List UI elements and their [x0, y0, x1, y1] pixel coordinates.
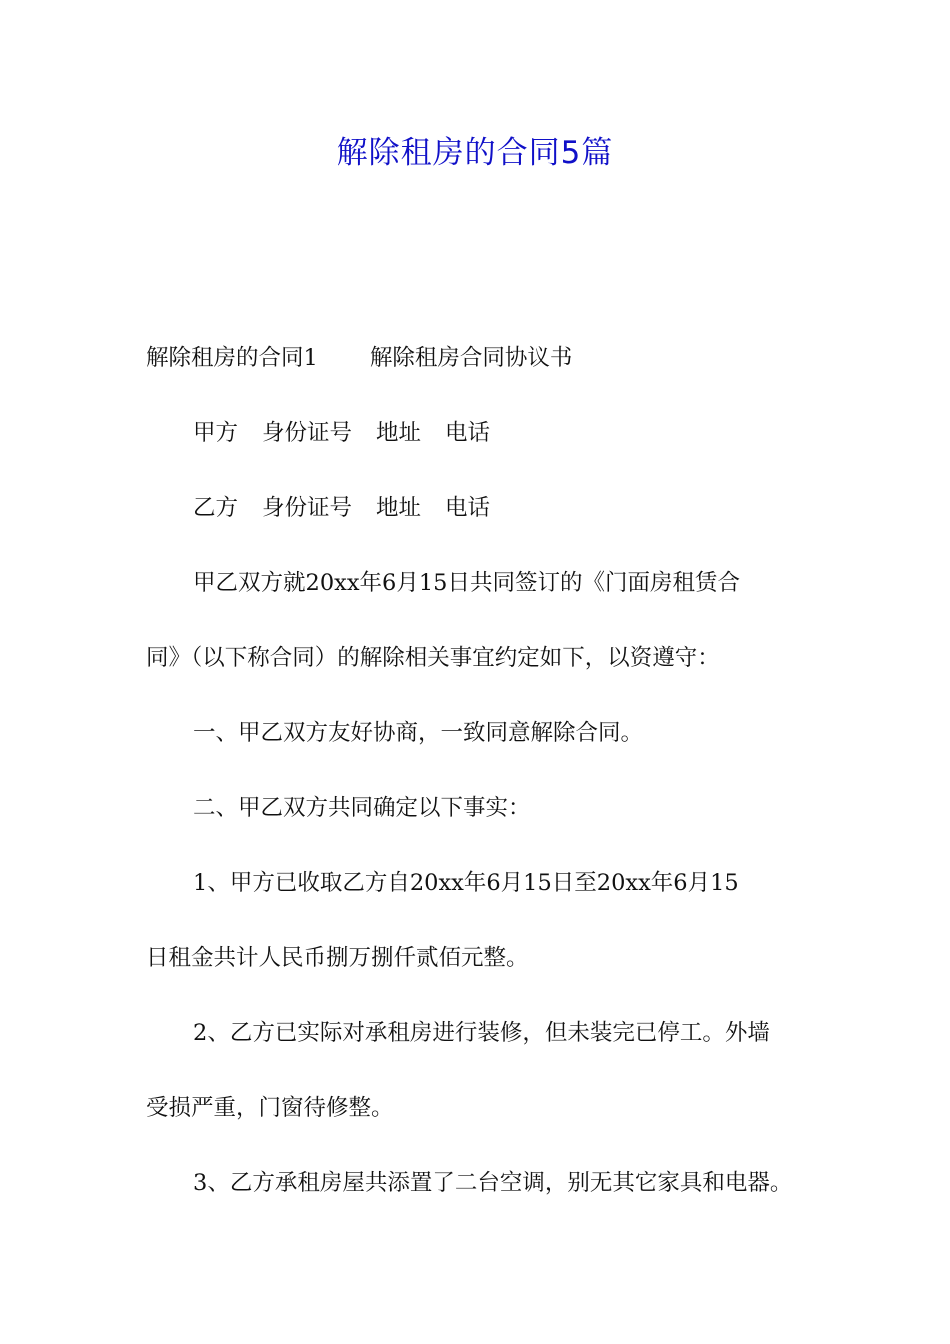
party-b-line — [193, 491, 490, 525]
party-b-id-label: 身份证号 — [262, 495, 353, 521]
party-b-label: 乙方 — [193, 495, 239, 521]
fact-3-line-1: 3、乙方承租房屋共添置了二台空调，别无其它家具和电器。 — [193, 1170, 793, 1196]
section-heading-line — [146, 341, 572, 375]
intro-paragraph-line-1: 甲乙双方就20xx年6月15日共同签订的《门面房租赁合 — [193, 570, 740, 596]
clause-one: 一、甲乙双方友好协商，一致同意解除合同。 — [193, 720, 644, 746]
document-title: 解除租房的合同5篇 — [336, 135, 614, 171]
party-a-address-label: 地址 — [376, 420, 422, 446]
party-a-label: 甲方 — [193, 420, 239, 446]
party-b-phone-label: 电话 — [445, 495, 491, 521]
fact-1-line-2: 日租金共计人民币捌万捌仟贰佰元整。 — [146, 945, 529, 971]
fact-1-line-1: 1、甲方已收取乙方自20xx年6月15日至20xx年6月15 — [193, 870, 739, 896]
intro-paragraph-line-2: 同》（以下称合同）的解除相关事宜约定如下，以资遵守： — [146, 645, 720, 671]
party-a-phone-label: 电话 — [445, 420, 491, 446]
party-a-id-label: 身份证号 — [262, 420, 353, 446]
section-heading: 解除租房的合同1 — [146, 345, 318, 371]
party-a-line — [193, 416, 490, 450]
fact-2-line-1: 2、乙方已实际对承租房进行装修，但未装完已停工。外墙 — [193, 1020, 770, 1046]
section-subtitle: 解除租房合同协议书 — [369, 345, 573, 371]
clause-two: 二、甲乙双方共同确定以下事实： — [193, 795, 531, 821]
party-b-address-label: 地址 — [376, 495, 422, 521]
fact-2-line-2: 受损严重，门窗待修整。 — [146, 1095, 394, 1121]
